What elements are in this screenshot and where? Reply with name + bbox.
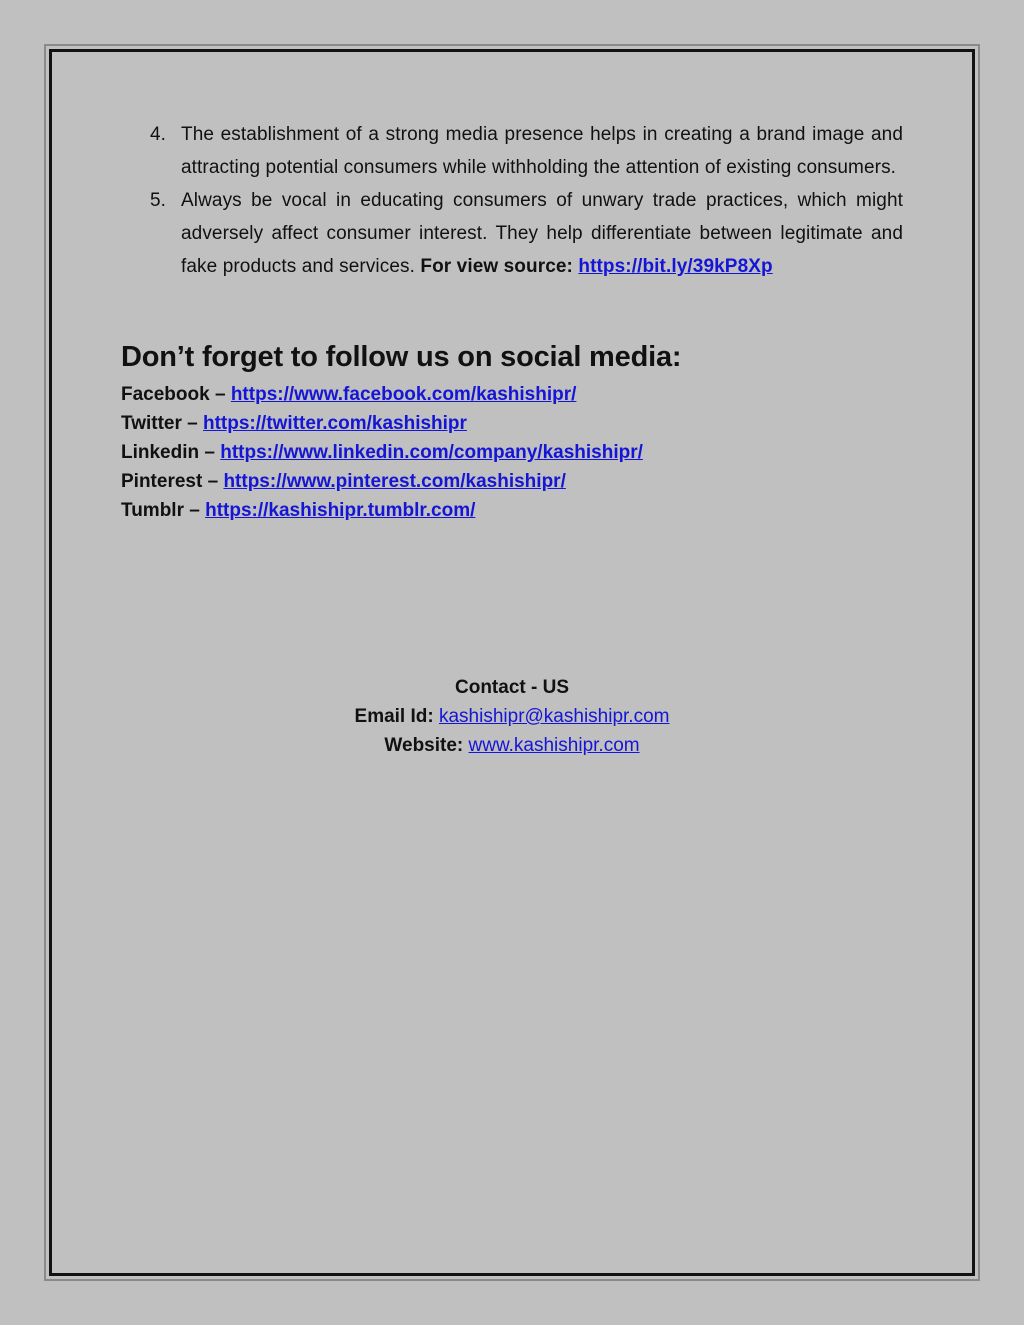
social-row-tumblr — [121, 496, 903, 525]
social-heading: Don’t forget to follow us on social media: — [121, 341, 682, 373]
social-label: Facebook – — [121, 384, 226, 405]
list-item-text: Always be vocal in educating consumers of unwary trade practices, which might adversely affect consumer interest. They help differentiate between legitimate and fake products and services. — [181, 190, 903, 277]
social-label: Pinterest – — [121, 471, 219, 492]
social-label: Twitter – — [121, 413, 198, 434]
tumblr-link[interactable]: https://kashishipr.tumblr.com/ — [205, 500, 476, 521]
contact-website-row — [0, 731, 1024, 760]
list-item — [121, 118, 903, 184]
list-item-number: 4. — [150, 124, 167, 145]
social-row-twitter — [121, 409, 903, 438]
website-label: Website: — [384, 735, 464, 756]
list-item-text: The establishment of a strong media presence helps in creating a brand image and attracting potential consumers while withholding the attention of existing consumers. — [181, 124, 903, 178]
social-label: Linkedin – — [121, 442, 215, 463]
contact-section — [0, 673, 1024, 760]
facebook-link[interactable]: https://www.facebook.com/kashishipr/ — [230, 384, 577, 405]
social-row-facebook — [121, 380, 903, 409]
list-item-number: 5. — [150, 190, 167, 211]
source-label: For view source: — [420, 256, 573, 277]
contact-email-row — [0, 702, 1024, 731]
list-item — [121, 184, 903, 283]
numbered-list — [121, 118, 903, 283]
contact-title: Contact - US — [455, 677, 569, 698]
page-content — [121, 118, 903, 525]
email-link[interactable]: kashishipr@kashishipr.com — [438, 706, 670, 727]
social-row-pinterest — [121, 467, 903, 496]
website-link[interactable]: www.kashishipr.com — [468, 735, 640, 756]
social-label: Tumblr – — [121, 500, 200, 521]
source-link[interactable]: https://bit.ly/39kP8Xp — [578, 256, 773, 277]
linkedin-link[interactable]: https://www.linkedin.com/company/kashishipr/ — [220, 442, 643, 463]
social-section — [121, 341, 903, 525]
social-row-linkedin — [121, 438, 903, 467]
email-label: Email Id: — [354, 706, 434, 727]
twitter-link[interactable]: https://twitter.com/kashishipr — [203, 413, 467, 434]
pinterest-link[interactable]: https://www.pinterest.com/kashishipr/ — [223, 471, 566, 492]
